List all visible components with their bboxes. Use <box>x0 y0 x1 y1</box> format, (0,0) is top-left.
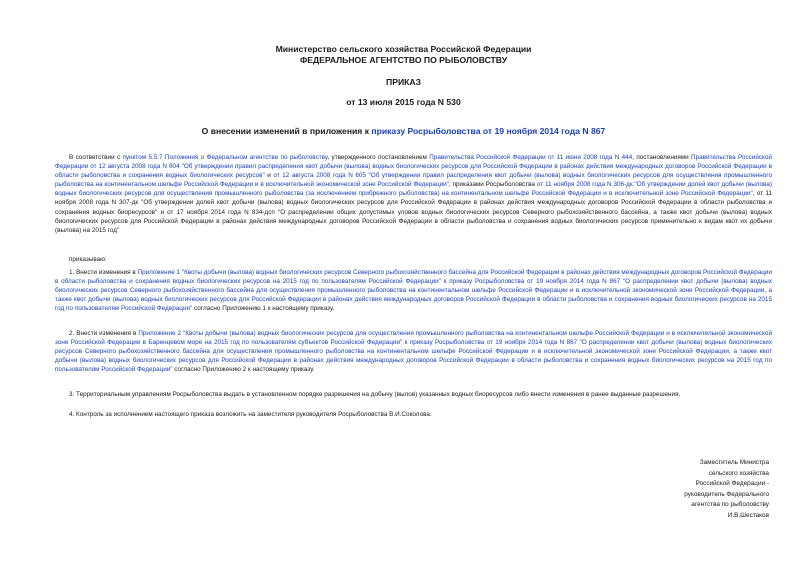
preamble-text: и <box>264 172 274 180</box>
doc-date-number: от 13 июля 2015 года N 530 <box>346 97 461 107</box>
signature-line: Заместитель Министра <box>699 459 769 466</box>
item-3-paragraph: 3. Территориальным управлениям Росрыболовства выдать в установленном порядке разрешения на добычу (вылов) указанных водных биоресурсов либо внести изменения в ранее выданные разрешения. <box>69 391 681 398</box>
signature-line: руководитель Федерального <box>684 490 769 498</box>
government-decree-604-link[interactable]: Правительства Российской Федерации от 12 августа 2008 года N 604 "Об утверждении правил распределения квот добычи (вылова) водных биологических ресурсов для Российской Федерации в районах действия международных договоров Российской Федерации в области рыболовства и сохранения водных биологических ресурсов" <box>55 154 772 180</box>
preamble-text: В соответствии с <box>69 154 123 161</box>
item-1-text: согласно Приложению 1 к настоящему приказу. <box>192 305 335 313</box>
item-2-text: 2. Внести изменения в <box>69 330 139 337</box>
appendix-1-link[interactable]: Приложение 1 "Квоты добычи (вылова) водных биологических ресурсов Северного рыбохозяйственного бассейна для Российской Федерации в районах действия международных договоров Российской Федерации в области рыболовства и сохранения водных биологических ресурсов на 2015 год по пользователям Российской Федерации" к приказу Росрыболовства от 19 ноября 2014 года N 867 "О распределении квот добычи (вылова) водных биологических ресурсов Северного рыбохозяйственного бассейна для осуществления промышленного рыболовства на континентальном шельфе Российской Федерации и в исключительной экономической зоне Российской Федерации, а также квот добычи (вылова) водных биологических ресурсов для Российской Федерации в районах действия международных договоров Российской Федерации в области рыболовства и сохранения водных биологических ресурсов на 2015 год по пользователям Российской Федерации" <box>55 269 772 313</box>
item-1-text: 1. Внести изменения в <box>69 269 138 276</box>
signer-name: И.В.Шестаков <box>727 511 769 519</box>
order-word: приказываю: <box>69 256 107 263</box>
preamble-text: , от 11 ноября 2008 года N 307-дк "Об утверждении долей квот добычи (вылова) водных биологических ресурсов для Российской Федерации в районах действия международных договоров Российской Федерации в области рыболовства и сохранения водных биоресурсов" и от 17 ноября 2014 года N 834-дсп "О распределении общих допустимых уловов водных биологических ресурсов Северного рыбохозяйственного бассейна, а также квот добычи (вылова) водных биологических ресурсов для Российской Федерации в районах действия международных договоров Российской Федерации в области рыболовства и сохранения водных биологических ресурсов применительно к видам квот их добычи (вылова) на 2015 год" <box>55 190 772 234</box>
appendix-2-link[interactable]: Приложение 2 "Квоты добычи (вылова) водных биологических ресурсов для осуществления промышленного рыболовства на континентальном шельфе Российской Федерации и в исключительной экономической зоне Российской Федерации в Баренцевом море на 2015 год по пользователям субъектов Российской Федерации" к приказу Росрыболовства от 19 ноября 2014 года N 867 "О распределении квот добычи (вылова) водных биологических ресурсов Северного рыбохозяйственного бассейна для осуществления промышленного рыболовства на континентальном шельфе Российской Федерации и в исключительной экономической зоне Российской Федерации, а также квот добычи (вылова) водных биологических ресурсов для Российской Федерации в районах действия международных договоров Российской Федерации в области рыболовства и сохранения водных биологических ресурсов на 2015 год по пользователям Российской Федерации" <box>55 330 772 374</box>
doc-subject <box>0 126 807 137</box>
government-decree-605-link[interactable]: от 12 августа 2008 года N 605 "Об утверждении правил распределения квот добычи (вылова) водных биологических ресурсов для осуществления промышленного рыболовства на континентальном шельфе Российской Федерации и в исключительной экономической зоне Российской Федерации" <box>55 172 772 189</box>
signature-block <box>609 458 769 522</box>
government-decree-444-link[interactable]: Правительства Российской Федерации от 11 июня 2008 года N 444 <box>429 154 633 161</box>
agency-title: ФЕДЕРАЛЬНОЕ АГЕНТСТВО ПО РЫБОЛОВСТВУ <box>299 55 508 65</box>
signature-line: Российской Федерации - <box>695 480 769 488</box>
subject-prefix: О внесении изменений в приложения к <box>201 126 372 136</box>
order-306-link[interactable]: от 11 ноября 2008 года N 306-дк "Об утверждении долей квот добычи (вылова) водных биологических ресурсов для осуществления промышленного рыболовства (за исключением прибрежного рыболовства) на континентальном шельфе Российской Федерации и в исключительной зоне Российской Федерации" <box>55 181 772 198</box>
item-2-text: согласно Приложению 2 к настоящему приказу. <box>172 366 315 374</box>
subject-link[interactable]: приказу Росрыболовства от 19 ноября 2014 года N 867 <box>371 126 606 136</box>
item-4-paragraph: 4. Контроль за исполнением настоящего приказа возложить на заместителя руководителя Росрыболовства В.И.Соколова. <box>69 411 432 418</box>
preamble-text: , постановлениями <box>632 154 692 161</box>
ministry-title: Министерство сельского хозяйства Российской Федерации <box>275 44 532 54</box>
item-1-paragraph <box>55 268 772 313</box>
doc-type: ПРИКАЗ <box>386 77 421 87</box>
preamble-text: , приказами Росрыболовства <box>448 181 537 189</box>
signature-line: агентства по рыболовству <box>691 501 769 509</box>
signature-line: сельского хозяйства <box>708 469 769 477</box>
item-2-paragraph <box>55 329 772 374</box>
preamble-text: , утвержденного постановлением <box>327 154 430 161</box>
regulation-link[interactable]: пунктом 5.5.7 Положения о Федеральном агентстве по рыболовству <box>122 154 328 161</box>
preamble-paragraph <box>55 153 772 235</box>
